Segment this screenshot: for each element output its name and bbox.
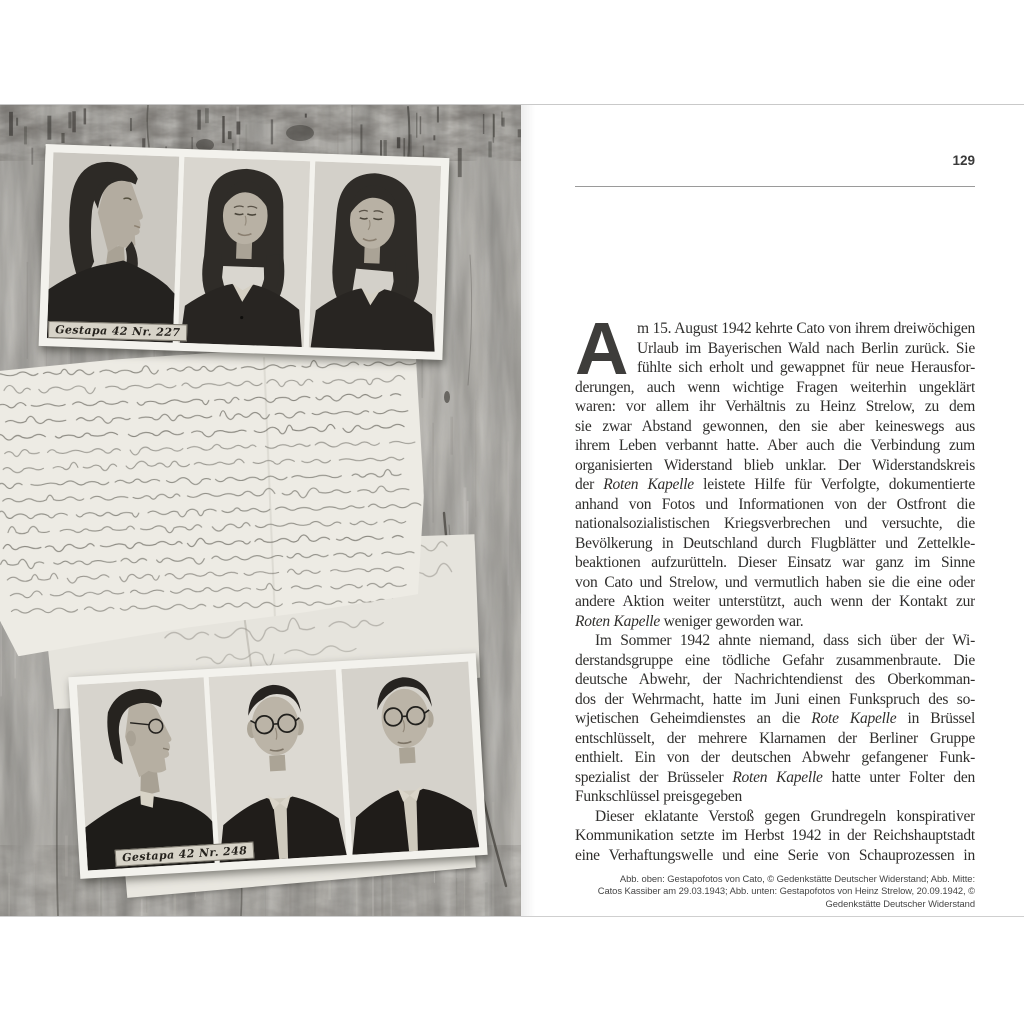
mugshot-strip-cato [39,144,450,360]
header-rule [575,186,975,187]
text-line: eine Verhaftungswelle und eine Serie von Schauprozessen in [575,846,975,864]
gestapa-placard-227-text: Gestapa 42 Nr. 227 [55,323,181,340]
text-line: deutsche Abwehr, der Nachrichtendienst des Oberkomman- [575,671,975,688]
caption-line: Gedenkstätte Deutscher Widerstand [825,897,975,909]
right-page-text [521,105,1024,916]
text-line: von Cato und Strelow, und vermutlich haben sie die eine oder [575,573,975,591]
mugshot-strelow-three-quarter [341,662,479,855]
text-line: Urlaub im Bayerischen Wald nach Berlin zurück. Sie [637,339,975,357]
mugshot-cato-frontal [178,157,310,347]
text-line: anhand von Fotos und Informationen von der Ostfront die [575,495,975,513]
text-line: der Roten Kapelle leistete Hilfe für Verfolgte, dokumentierte [575,476,975,493]
text-line: beaktionen aufzurütteln. Dieser Einsatz war ganz im Sinne [575,554,975,571]
image-caption [555,873,975,910]
text-line: waren: vor allem ihr Verhältnis zu Heinz Strelow, zu dem [575,398,975,415]
text-line: m 15. August 1942 kehrte Cato von ihrem dreiwöchigen [637,320,975,337]
text-line: spezialist der Brüsseler Roten Kapelle hatte unter Folter den [575,768,975,786]
text-line: Kommunikation setzte im Herbst 1942 in der Reichshauptstadt [575,827,975,844]
text-line: wjetischen Geheimdienstes an die Rote Kapelle in Brüssel [575,710,975,727]
text-line: ihrem Leben verbannt hatte. Aber auch die Verbindung zum [575,437,975,454]
mugshot-strelow-profile [77,677,215,870]
page-spine-shadow [521,105,535,916]
body-text [575,319,975,865]
caption-line: Catos Kassiber am 29.03.1943; Abb. unten: Gestapofotos von Heinz Strelow, 20.09.1942, © [597,885,975,897]
mugshot-strelow-frontal [209,669,347,862]
text-line: Funkschlüssel preisgegeben [575,788,742,805]
text-line: nationalsozialistischen Kriegsverbrechen und versuchte, die [575,515,975,532]
text-line: Bevölkerung in Deutschland durch Flugblätter und Zettelkle- [575,534,975,552]
text-line: organisierten Widerstand blieb unklar. Der Widerstandskreis [575,456,975,474]
text-line: dos der Wehrmacht, hatte im Juni einen Funkspruch des so- [575,690,975,708]
left-page-photo-collage [0,105,521,916]
text-line: entschlüsselt, der mehrere Klarnamen der Berliner Gruppe [575,729,975,747]
mugshot-strip-strelow [68,653,487,879]
text-line: derstandsgruppe eine tödliche Gefahr zusammenbraute. Die [575,651,975,669]
gestapa-placard-227 [48,321,188,341]
text-line: derungen, auch wenn wichtige Fragen weiterhin ungeklärt [575,378,975,396]
page-number: 129 [952,153,975,168]
mugshot-cato-three-quarter [309,161,441,351]
text-line: Im Sommer 1942 ahnte niemand, dass sich über der Wi- [595,632,975,649]
text-line: andere Aktion weiter unterstützt, auch wenn der Kontakt zur [575,593,975,610]
text-line: Roten Kapelle weniger geworden war. [575,612,804,630]
text-line: fühlte sich erholt und gewappnet für neue Herausfor- [637,359,975,376]
caption-line: Abb. oben: Gestapofotos von Cato, © Gedenkstätte Deutscher Widerstand; Abb. Mitte: [619,873,975,884]
text-line: sie zwar Abstand gewonnen, den sie aber keineswegs aus [575,417,975,435]
mugshot-cato-profile [47,152,179,342]
text-line: Dieser eklatante Verstoß gegen Grundregeln konspirativer [595,807,975,825]
text-line: enthielt. Ein von der deutschen Abwehr gefangener Funk- [575,749,975,766]
book-spread [0,104,1024,917]
gestapa-placard-248-text: Gestapa 42 Nr. 248 [121,843,248,865]
drop-cap: A [575,319,627,390]
